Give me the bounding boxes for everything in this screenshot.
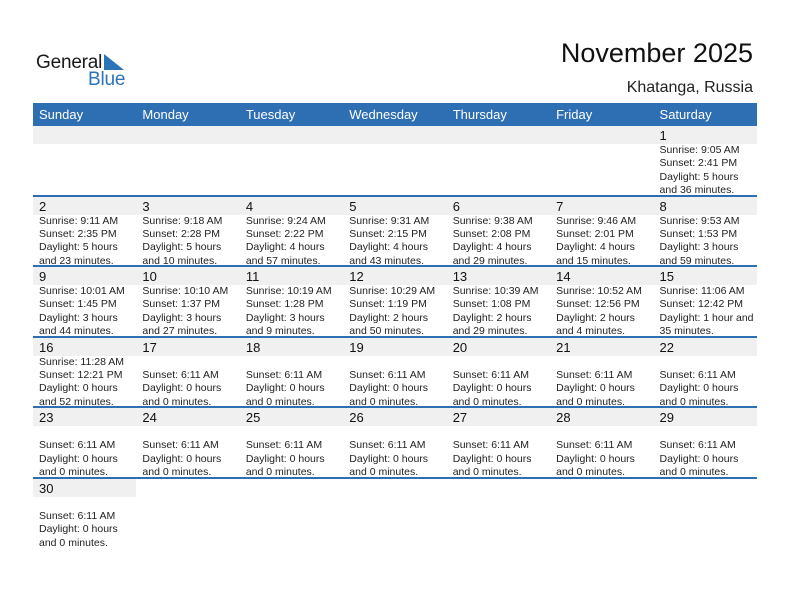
day-sun-info xyxy=(550,356,653,410)
daylight-text: Daylight: 0 hours xyxy=(245,382,325,395)
sunrise-text xyxy=(39,497,136,510)
daylight-text: and 0 minutes. xyxy=(556,466,625,479)
calendar-day-cell xyxy=(447,126,550,195)
sunrise-text: Sunrise: 9:38 AM xyxy=(452,214,533,227)
sunset-text: Sunset: 2:01 PM xyxy=(556,227,634,240)
sunrise-text xyxy=(349,356,446,369)
calendar-day-cell xyxy=(136,197,239,266)
daylight-text xyxy=(556,171,653,184)
daylight-text: and 0 minutes. xyxy=(659,395,729,408)
weekday-wednesday: Wednesday xyxy=(349,107,418,122)
sunrise-text: Sunrise: 10:01 AM xyxy=(39,285,125,297)
calendar-day-cell xyxy=(447,197,550,266)
day-number: 13 xyxy=(447,267,550,285)
daylight-text: and 15 minutes. xyxy=(556,254,631,267)
page-title: November 2025 xyxy=(560,38,753,68)
sunrise-text xyxy=(246,144,343,157)
day-sun-info xyxy=(654,144,757,198)
day-number: 21 xyxy=(550,338,653,356)
sunrise-text xyxy=(142,144,239,157)
daylight-text: Daylight: 3 hours xyxy=(142,311,222,324)
day-number: 9 xyxy=(33,267,136,285)
sunrise-text: Sunrise: 9:05 AM xyxy=(659,144,740,156)
day-number xyxy=(240,126,343,144)
day-sun-info xyxy=(343,426,446,480)
daylight-text: and 0 minutes. xyxy=(452,466,522,479)
calendar-week-row xyxy=(33,197,757,268)
daylight-text: and 0 minutes. xyxy=(349,395,419,408)
day-number xyxy=(33,126,136,144)
day-number: 12 xyxy=(343,267,446,285)
daylight-text: and 0 minutes. xyxy=(349,466,419,479)
daylight-text: and 27 minutes. xyxy=(142,325,218,338)
sunset-text: Sunset: 6:11 AM xyxy=(556,439,633,452)
daylight-text: Daylight: 0 hours xyxy=(142,382,222,395)
day-sun-info xyxy=(240,426,343,480)
daylight-text: and 29 minutes. xyxy=(452,325,528,338)
sunrise-text xyxy=(39,144,136,157)
day-number: 15 xyxy=(654,267,757,285)
sunrise-text xyxy=(349,426,446,439)
weekday-monday: Monday xyxy=(142,107,189,122)
day-number: 7 xyxy=(550,197,653,215)
calendar-day-cell xyxy=(654,126,757,195)
daylight-text: and 0 minutes. xyxy=(142,395,212,408)
day-sun-info xyxy=(447,215,550,269)
calendar-day-cell xyxy=(343,338,446,407)
day-sun-info xyxy=(240,215,343,269)
day-number xyxy=(447,126,550,144)
calendar-day-cell xyxy=(550,267,653,336)
daylight-text: and 9 minutes. xyxy=(245,325,315,338)
sunrise-text: Sunrise: 10:52 AM xyxy=(556,285,642,297)
day-sun-info xyxy=(654,356,757,410)
day-sun-info xyxy=(550,215,653,269)
sunrise-text xyxy=(246,356,343,369)
sunset-text: Sunset: 2:35 PM xyxy=(39,227,117,240)
sunrise-text: Sunrise: 10:29 AM xyxy=(349,285,436,297)
sunrise-text xyxy=(349,144,446,157)
sunset-text: Sunset: 6:11 AM xyxy=(659,439,736,452)
calendar-day-cell xyxy=(136,338,239,407)
sunrise-text: Sunrise: 9:53 AM xyxy=(659,214,740,227)
daylight-text: Daylight: 0 hours xyxy=(142,452,222,465)
calendar-day-cell xyxy=(33,338,136,407)
daylight-text: Daylight: 4 hours xyxy=(556,241,635,254)
sunset-text: Sunset: 1:45 PM xyxy=(39,298,117,311)
day-number xyxy=(343,126,446,144)
day-number: 14 xyxy=(550,267,653,285)
sunset-text xyxy=(349,157,446,170)
day-number: 19 xyxy=(343,338,446,356)
location-subtitle: Khatanga, Russia xyxy=(626,79,753,96)
sunrise-text xyxy=(660,356,757,369)
daylight-text xyxy=(349,171,446,184)
daylight-text: and 0 minutes. xyxy=(142,466,212,479)
sunset-text: Sunset: 6:11 AM xyxy=(245,368,323,381)
sunset-text: Sunset: 1:08 PM xyxy=(452,298,531,311)
sunrise-text: Sunrise: 11:28 AM xyxy=(39,355,125,368)
day-sun-info xyxy=(33,285,136,339)
day-number: 23 xyxy=(33,408,136,426)
calendar-day-cell xyxy=(447,408,550,477)
sunset-text xyxy=(246,157,343,170)
day-sun-info xyxy=(447,356,550,410)
daylight-text: and 4 minutes. xyxy=(556,325,625,338)
day-number: 1 xyxy=(654,126,757,144)
day-number: 18 xyxy=(240,338,343,356)
daylight-text: and 50 minutes. xyxy=(349,325,424,338)
sunrise-text xyxy=(556,144,653,157)
day-sun-info xyxy=(136,144,239,198)
day-number: 29 xyxy=(654,408,757,426)
daylight-text: and 0 minutes. xyxy=(245,395,315,408)
sunset-text: Sunset: 6:11 AM xyxy=(39,509,116,522)
sunrise-text: Sunrise: 9:24 AM xyxy=(245,214,326,227)
day-sun-info xyxy=(33,426,136,480)
sunrise-text xyxy=(246,426,343,439)
sunset-text: Sunset: 1:19 PM xyxy=(349,298,427,311)
day-sun-info xyxy=(550,144,653,198)
logo-text-blue: Blue xyxy=(88,69,126,90)
calendar-day-cell xyxy=(33,126,136,195)
sunrise-text: Sunrise: 9:18 AM xyxy=(142,214,223,227)
sunset-text: Sunset: 6:11 AM xyxy=(452,439,529,452)
daylight-text: Daylight: 3 hours xyxy=(39,311,118,324)
sunrise-text xyxy=(39,426,136,439)
day-sun-info xyxy=(654,426,757,480)
sunset-text: Sunset: 6:11 AM xyxy=(142,439,219,452)
day-number: 17 xyxy=(136,338,239,356)
daylight-text: Daylight: 0 hours xyxy=(349,452,429,465)
daylight-text: Daylight: 1 hour and xyxy=(659,311,754,324)
calendar-day-cell xyxy=(447,338,550,407)
day-sun-info xyxy=(136,215,239,269)
day-number: 27 xyxy=(447,408,550,426)
daylight-text: Daylight: 0 hours xyxy=(39,382,118,395)
day-number: 10 xyxy=(136,267,239,285)
daylight-text: Daylight: 0 hours xyxy=(659,452,739,465)
daylight-text: Daylight: 5 hours xyxy=(142,241,222,254)
daylight-text: Daylight: 5 hours xyxy=(39,241,118,254)
calendar-day-cell xyxy=(447,267,550,336)
calendar-day-cell xyxy=(33,267,136,336)
weekday-tuesday: Tuesday xyxy=(245,107,296,122)
sunset-text: Sunset: 2:15 PM xyxy=(349,227,427,240)
generalblue-logo xyxy=(36,50,136,90)
day-sun-info xyxy=(343,215,446,269)
calendar-day-cell xyxy=(550,126,653,195)
sunrise-text xyxy=(453,426,550,439)
sunrise-text xyxy=(453,356,550,369)
sunrise-text xyxy=(660,426,757,439)
daylight-text xyxy=(142,171,239,184)
sunset-text: Sunset: 12:56 PM xyxy=(556,298,640,311)
daylight-text: Daylight: 3 hours xyxy=(659,241,739,254)
sunset-text: Sunset: 6:11 AM xyxy=(556,368,633,381)
sunset-text: Sunset: 2:08 PM xyxy=(452,227,531,240)
daylight-text: Daylight: 4 hours xyxy=(349,241,429,254)
calendar-day-cell xyxy=(33,479,136,550)
day-number: 4 xyxy=(240,197,343,215)
day-number: 6 xyxy=(447,197,550,215)
sunset-text: Sunset: 6:11 AM xyxy=(39,439,116,452)
day-number: 5 xyxy=(343,197,446,215)
sunset-text: Sunset: 6:11 AM xyxy=(349,368,426,381)
daylight-text: and 52 minutes. xyxy=(39,395,114,408)
day-sun-info xyxy=(240,144,343,198)
sunrise-text xyxy=(556,426,653,439)
daylight-text: Daylight: 5 hours xyxy=(659,170,739,183)
sunset-text: Sunset: 2:28 PM xyxy=(142,227,221,240)
calendar-day-cell xyxy=(343,408,446,477)
daylight-text: Daylight: 2 hours xyxy=(452,311,532,324)
daylight-text: Daylight: 4 hours xyxy=(245,241,325,254)
weekday-header-row xyxy=(33,103,757,126)
day-sun-info xyxy=(33,215,136,269)
daylight-text: and 0 minutes. xyxy=(659,466,729,479)
calendar-day-cell xyxy=(240,197,343,266)
day-sun-info xyxy=(136,426,239,480)
daylight-text: and 57 minutes. xyxy=(245,254,321,267)
calendar-day-cell xyxy=(343,126,446,195)
daylight-text: and 0 minutes. xyxy=(39,536,108,549)
daylight-text: Daylight: 0 hours xyxy=(39,452,118,465)
sunset-text xyxy=(556,157,653,170)
calendar-week-row xyxy=(33,408,757,479)
weekday-sunday: Sunday xyxy=(39,107,84,122)
sunrise-text: Sunrise: 9:31 AM xyxy=(349,214,430,227)
sunset-text xyxy=(142,157,239,170)
logo-triangle-icon xyxy=(104,54,124,70)
calendar-day-cell xyxy=(343,267,446,336)
weeks-container xyxy=(33,126,757,549)
sunrise-text xyxy=(142,426,239,439)
daylight-text xyxy=(246,171,343,184)
day-number: 26 xyxy=(343,408,446,426)
daylight-text: and 36 minutes. xyxy=(659,184,735,197)
calendar-week-row xyxy=(33,479,757,550)
day-sun-info xyxy=(240,285,343,339)
calendar-day-cell xyxy=(136,126,239,195)
calendar-day-cell xyxy=(343,197,446,266)
sunrise-text: Sunrise: 10:39 AM xyxy=(452,285,539,297)
sunset-text: Sunset: 1:37 PM xyxy=(142,298,221,311)
day-sun-info xyxy=(447,285,550,339)
daylight-text: Daylight: 4 hours xyxy=(452,241,532,254)
day-sun-info xyxy=(240,356,343,410)
calendar-day-cell xyxy=(240,408,343,477)
day-sun-info xyxy=(136,356,239,410)
weekday-saturday: Saturday xyxy=(659,107,712,122)
calendar-grid xyxy=(33,103,757,549)
day-number: 25 xyxy=(240,408,343,426)
day-sun-info xyxy=(343,356,446,410)
day-sun-info xyxy=(33,497,136,551)
sunrise-text: Sunrise: 10:19 AM xyxy=(245,285,332,297)
sunrise-text xyxy=(142,356,239,369)
day-number: 3 xyxy=(136,197,239,215)
weekday-thursday: Thursday xyxy=(452,107,507,122)
calendar-day-cell xyxy=(136,267,239,336)
daylight-text: Daylight: 0 hours xyxy=(556,452,635,465)
sunset-text: Sunset: 12:21 PM xyxy=(39,368,123,381)
sunrise-text: Sunrise: 10:10 AM xyxy=(142,285,229,297)
daylight-text: 35 minutes. xyxy=(659,325,714,338)
daylight-text: Daylight: 0 hours xyxy=(245,452,325,465)
calendar-day-cell xyxy=(33,408,136,477)
day-sun-info xyxy=(654,215,757,269)
calendar-day-cell xyxy=(136,408,239,477)
day-sun-info xyxy=(550,285,653,339)
weekday-friday: Friday xyxy=(556,107,593,122)
day-number: 24 xyxy=(136,408,239,426)
daylight-text: Daylight: 3 hours xyxy=(245,311,325,324)
day-sun-info xyxy=(33,356,136,410)
sunrise-text: Sunrise: 9:46 AM xyxy=(556,214,637,227)
day-number: 28 xyxy=(550,408,653,426)
day-sun-info xyxy=(33,144,136,198)
sunset-text: Sunset: 2:41 PM xyxy=(659,157,738,170)
calendar-week-row xyxy=(33,338,757,409)
day-number: 30 xyxy=(33,479,136,497)
daylight-text: Daylight: 0 hours xyxy=(349,382,429,395)
sunset-text xyxy=(39,157,136,170)
day-number: 16 xyxy=(33,338,136,356)
daylight-text: and 44 minutes. xyxy=(39,325,114,338)
calendar-week-row xyxy=(33,126,757,197)
daylight-text: and 59 minutes. xyxy=(659,254,735,267)
daylight-text: Daylight: 2 hours xyxy=(556,311,635,324)
day-sun-info xyxy=(550,426,653,480)
day-number: 20 xyxy=(447,338,550,356)
sunset-text: Sunset: 6:11 AM xyxy=(245,439,323,452)
day-sun-info xyxy=(343,144,446,198)
sunset-text: Sunset: 1:53 PM xyxy=(659,227,738,240)
calendar-day-cell xyxy=(240,338,343,407)
calendar-day-cell xyxy=(550,408,653,477)
sunrise-text: Sunrise: 9:11 AM xyxy=(39,214,119,227)
daylight-text: and 29 minutes. xyxy=(452,254,528,267)
day-number: 8 xyxy=(654,197,757,215)
sunset-text: Sunset: 2:22 PM xyxy=(245,227,324,240)
day-sun-info xyxy=(654,285,757,339)
daylight-text: and 23 minutes. xyxy=(39,254,114,267)
sunrise-text xyxy=(556,356,653,369)
sunrise-text: Sunrise: 11:06 AM xyxy=(659,285,745,297)
day-sun-info xyxy=(343,285,446,339)
sunset-text: Sunset: 1:28 PM xyxy=(245,298,324,311)
calendar-day-cell xyxy=(240,126,343,195)
calendar-day-cell xyxy=(33,197,136,266)
daylight-text: Daylight: 2 hours xyxy=(349,311,429,324)
daylight-text: and 0 minutes. xyxy=(452,395,522,408)
sunset-text xyxy=(453,157,550,170)
daylight-text: Daylight: 0 hours xyxy=(452,382,532,395)
calendar-day-cell xyxy=(240,267,343,336)
daylight-text: and 43 minutes. xyxy=(349,254,424,267)
daylight-text: Daylight: 0 hours xyxy=(452,452,532,465)
daylight-text: and 0 minutes. xyxy=(245,466,315,479)
day-number xyxy=(550,126,653,144)
sunset-text: Sunset: 6:11 AM xyxy=(452,368,529,381)
calendar-week-row xyxy=(33,267,757,338)
calendar-day-cell xyxy=(654,338,757,407)
day-sun-info xyxy=(136,285,239,339)
day-number xyxy=(136,126,239,144)
calendar-day-cell xyxy=(654,408,757,477)
sunset-text: Sunset: 6:11 AM xyxy=(659,368,736,381)
daylight-text: and 0 minutes. xyxy=(39,466,108,479)
sunrise-text xyxy=(453,144,550,157)
day-number: 2 xyxy=(33,197,136,215)
calendar-day-cell xyxy=(654,267,757,336)
daylight-text: Daylight: 0 hours xyxy=(39,523,118,536)
daylight-text: and 10 minutes. xyxy=(142,254,218,267)
calendar-day-cell xyxy=(550,338,653,407)
sunset-text: Sunset: 6:11 AM xyxy=(349,439,426,452)
sunset-text: Sunset: 6:11 AM xyxy=(142,368,219,381)
daylight-text: Daylight: 0 hours xyxy=(556,382,635,395)
day-number: 22 xyxy=(654,338,757,356)
calendar-day-cell xyxy=(550,197,653,266)
day-sun-info xyxy=(447,144,550,198)
daylight-text xyxy=(453,171,550,184)
daylight-text: and 0 minutes. xyxy=(556,395,625,408)
day-number: 11 xyxy=(240,267,343,285)
daylight-text xyxy=(39,171,136,184)
daylight-text: Daylight: 0 hours xyxy=(659,382,739,395)
sunset-text: Sunset: 12:42 PM xyxy=(659,298,743,311)
calendar-day-cell xyxy=(654,197,757,266)
day-sun-info xyxy=(447,426,550,480)
logo-text-general: General xyxy=(36,52,103,73)
